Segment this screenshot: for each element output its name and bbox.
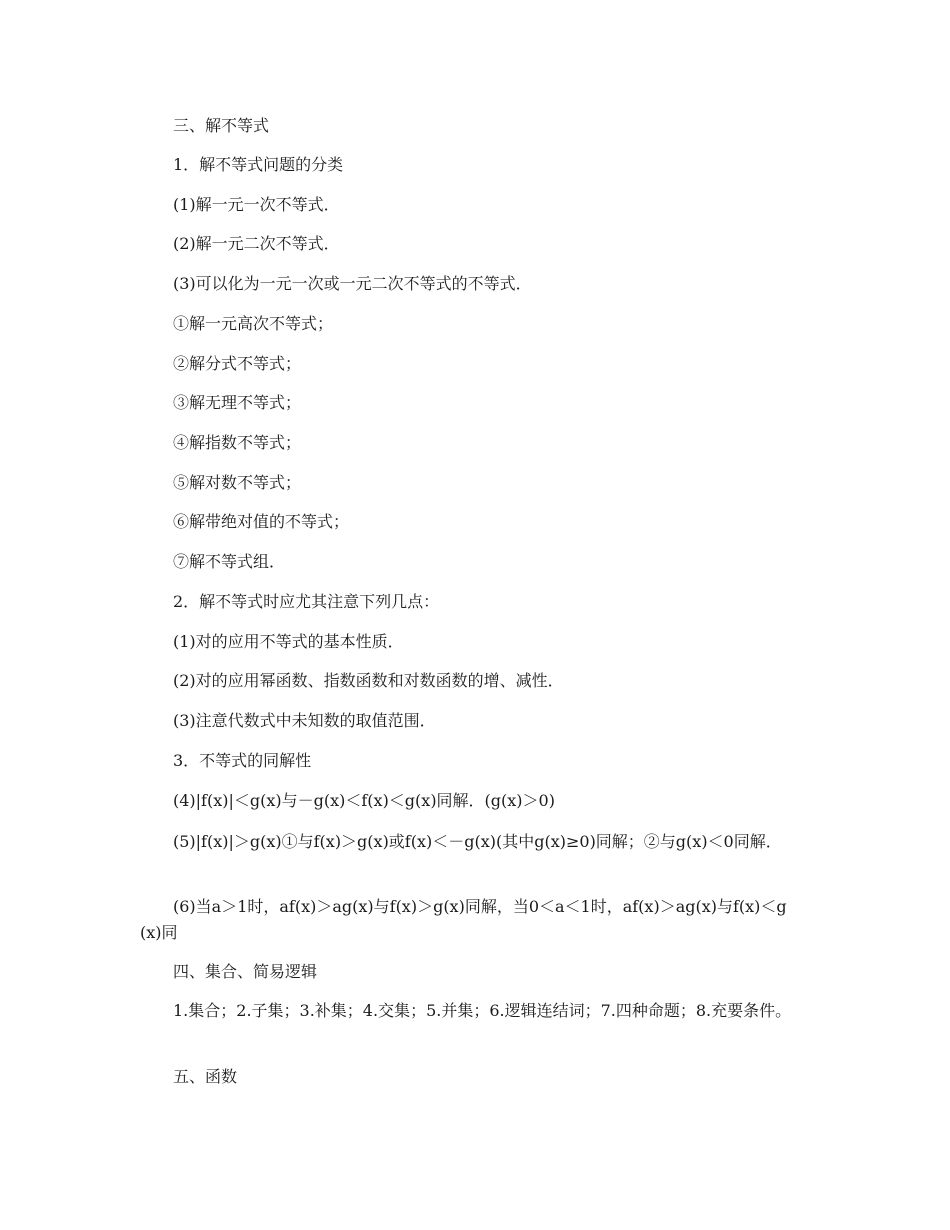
subsection-1-title: 1．解不等式问题的分类 xyxy=(173,155,344,174)
list-item: ②解分式不等式； xyxy=(173,354,302,373)
section-3-title: 三、解不等式 xyxy=(173,116,270,135)
equivalence-rule-paragraph: (6)当a＞1时，af(x)＞ag(x)与f(x)＞g(x)同解，当0＜a＜1时，af(x)＞ag(x)与f(x)＜g(x)同 xyxy=(140,897,787,942)
section-4-body: 1.集合；2.子集；3.补集；4.交集；5.并集；6.逻辑连结词；7.四种命题；8.充要条件。 xyxy=(173,1001,792,1020)
list-item: (3)可以化为一元一次或一元二次不等式的不等式． xyxy=(173,274,532,293)
subsection-2-title: 2．解不等式时应尤其注意下列几点： xyxy=(173,592,440,611)
list-item: ④解指数不等式； xyxy=(173,433,302,452)
subsection-3-title: 3．不等式的同解性 xyxy=(173,751,312,770)
list-item: ⑦解不等式组． xyxy=(173,552,286,571)
list-item: ①解一元高次不等式； xyxy=(173,314,334,333)
section-5-title: 五、函数 xyxy=(173,1067,238,1086)
list-item: (1)对的应用不等式的基本性质． xyxy=(173,632,404,651)
section-4-title: 四、集合、简易逻辑 xyxy=(173,962,318,981)
list-item: ③解无理不等式； xyxy=(173,393,302,412)
list-item: (2)解一元二次不等式． xyxy=(173,234,340,253)
equivalence-rule-paragraph: (5)|f(x)|＞g(x)①与f(x)＞g(x)或f(x)＜－g(x)(其中g(x)≥0)同解；②与g(x)＜0同解． xyxy=(173,832,782,851)
list-item: ⑥解带绝对值的不等式； xyxy=(173,512,350,531)
equivalence-rule: (4)|f(x)|＜g(x)与－g(x)＜f(x)＜g(x)同解．(g(x)＞0) xyxy=(173,791,555,810)
list-item: (1)解一元一次不等式． xyxy=(173,195,340,214)
list-item: (3)注意代数式中未知数的取值范围． xyxy=(173,711,436,730)
list-item: (2)对的应用幂函数、指数函数和对数函数的增、减性． xyxy=(173,671,564,690)
list-item: ⑤解对数不等式； xyxy=(173,473,302,492)
